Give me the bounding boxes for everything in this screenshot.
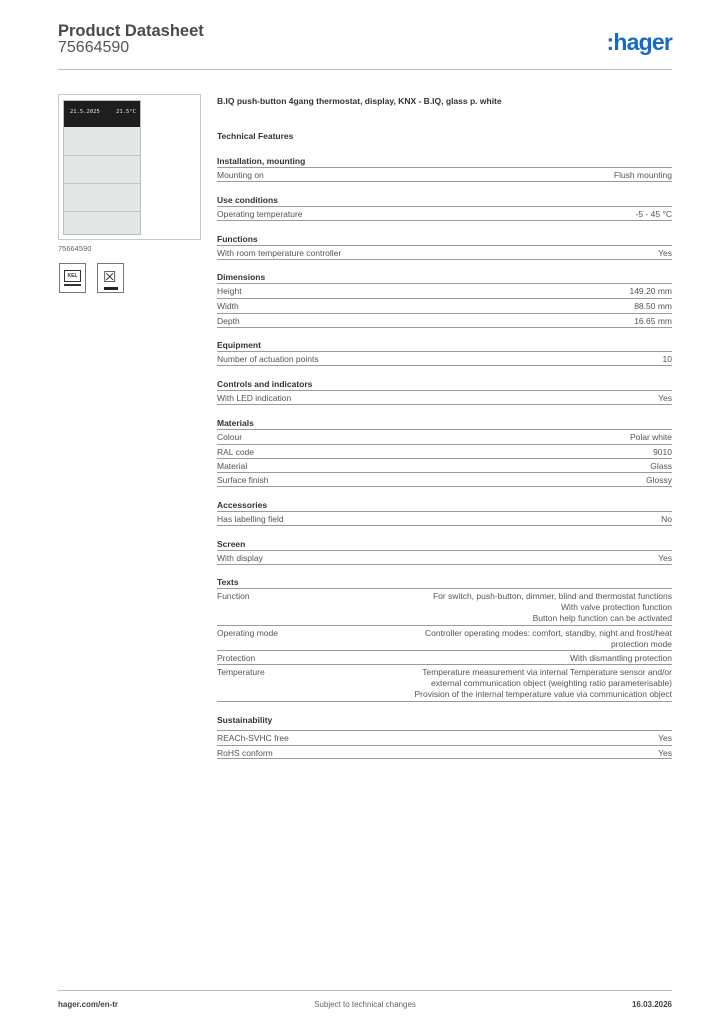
spec-value: Yes bbox=[658, 733, 672, 743]
section-title-installation: Installation, mounting bbox=[217, 156, 306, 166]
spec-label: Operating temperature bbox=[217, 209, 303, 219]
spec-label: Function bbox=[217, 591, 250, 601]
spec-value: 10 bbox=[662, 354, 672, 364]
product-name: B.IQ push-button 4gang thermostat, display, KNX - B.IQ, glass p. white bbox=[217, 96, 502, 106]
spec-value-line: Button help function can be activated bbox=[532, 613, 672, 623]
spec-row bbox=[217, 664, 672, 702]
image-caption: 75664590 bbox=[58, 244, 92, 253]
spec-value-line: For switch, push-button, dimmer, blind and thermostat functions bbox=[432, 591, 672, 601]
button-divider bbox=[64, 183, 140, 184]
footer-disclaimer: Subject to technical changes bbox=[314, 1000, 416, 1009]
spec-value-line: Provision of the internal temperature value via communication object bbox=[414, 689, 672, 699]
spec-label: With LED indication bbox=[217, 393, 292, 403]
spec-row bbox=[217, 458, 672, 472]
document-number: 75664590 bbox=[58, 39, 130, 56]
section-title-equipment: Equipment bbox=[217, 340, 261, 350]
device-illustration bbox=[63, 100, 141, 235]
spec-label: Mounting on bbox=[217, 170, 264, 180]
section-title-use-conditions: Use conditions bbox=[217, 195, 278, 205]
spec-row bbox=[217, 650, 672, 664]
spec-value-line: external communication object (weighting ratio parameterisable) bbox=[431, 678, 672, 688]
spec-value-line: Temperature measurement via internal Temperature sensor and/or bbox=[422, 667, 672, 677]
spec-label: Operating mode bbox=[217, 628, 278, 638]
spec-label: RAL code bbox=[217, 447, 255, 457]
spec-label: Colour bbox=[217, 432, 243, 442]
spec-row bbox=[217, 390, 672, 405]
spec-value: Yes bbox=[658, 393, 672, 403]
spec-value: No bbox=[661, 514, 672, 524]
spec-value bbox=[415, 667, 673, 700]
spec-label: Temperature bbox=[217, 667, 265, 677]
spec-label: Protection bbox=[217, 653, 256, 663]
spec-value: Polar white bbox=[629, 432, 672, 442]
spec-value: Glossy bbox=[646, 475, 672, 485]
spec-value: 9010 bbox=[653, 447, 672, 457]
spec-row bbox=[217, 283, 672, 298]
spec-value-line: With valve protection function bbox=[560, 602, 672, 612]
spec-row bbox=[217, 550, 672, 565]
spec-label: Depth bbox=[217, 316, 240, 326]
spec-value: -5 - 45 °C bbox=[635, 209, 672, 219]
spec-value-line: Controller operating modes: comfort, standby, night and frost/heat bbox=[425, 628, 672, 638]
hager-logo[interactable]: :hager bbox=[606, 29, 672, 55]
display-right-text: 21.5°C bbox=[116, 109, 136, 115]
section-title-dimensions: Dimensions bbox=[217, 272, 266, 282]
spec-row bbox=[217, 745, 672, 759]
section-title-texts: Texts bbox=[217, 577, 239, 587]
display-left-text: 21.5.2025 bbox=[70, 109, 100, 115]
spec-label: RoHS conform bbox=[217, 748, 273, 758]
spec-label: Height bbox=[217, 286, 242, 296]
spec-label: Material bbox=[217, 461, 248, 471]
section-title-sustainability: Sustainability bbox=[217, 715, 273, 725]
section-title-materials: Materials bbox=[217, 418, 254, 428]
spec-value: Glass bbox=[650, 461, 672, 471]
footer-website-link[interactable]: hager.com/en-tr bbox=[58, 1000, 119, 1009]
spec-value bbox=[425, 628, 672, 650]
footer-date: 16.03.2026 bbox=[631, 1000, 672, 1009]
spec-row bbox=[217, 511, 672, 526]
spec-label: Surface finish bbox=[217, 475, 269, 485]
button-divider bbox=[64, 211, 140, 212]
kel-certification-icon: KEL bbox=[59, 263, 86, 293]
section-title-functions: Functions bbox=[217, 234, 258, 244]
button-divider bbox=[64, 155, 140, 156]
page-header bbox=[58, 20, 672, 70]
spec-label: REACh-SVHC free bbox=[217, 733, 289, 743]
spec-value: Flush mounting bbox=[613, 170, 672, 180]
spec-label: Width bbox=[217, 301, 239, 311]
spec-value: Yes bbox=[658, 248, 672, 258]
document-title: Product Datasheet bbox=[58, 22, 204, 40]
spec-value-line: With dismantling protection bbox=[569, 653, 672, 663]
technical-features-heading: Technical Features bbox=[217, 131, 294, 141]
spec-label: With room temperature controller bbox=[217, 248, 342, 258]
weee-bin-icon: ☒ bbox=[97, 263, 124, 293]
section-title-screen: Screen bbox=[217, 539, 246, 549]
spec-row bbox=[217, 245, 672, 260]
spec-row bbox=[217, 444, 672, 458]
spec-row bbox=[217, 429, 672, 444]
spec-value: Yes bbox=[658, 748, 672, 758]
spec-row bbox=[217, 167, 672, 182]
spec-label: With display bbox=[217, 553, 263, 563]
spec-label: Has labelling field bbox=[217, 514, 284, 524]
spec-value bbox=[570, 653, 672, 664]
spec-row bbox=[217, 472, 672, 487]
spec-value-line: protection mode bbox=[611, 639, 672, 649]
section-title-controls: Controls and indicators bbox=[217, 379, 313, 389]
spec-row bbox=[217, 313, 672, 328]
page-footer bbox=[58, 990, 672, 1020]
section-title-accessories: Accessories bbox=[217, 500, 268, 510]
device-display bbox=[64, 101, 140, 127]
spec-value: 16.65 mm bbox=[634, 316, 672, 326]
spec-row bbox=[217, 351, 672, 366]
product-image bbox=[58, 94, 201, 240]
spec-row bbox=[217, 625, 672, 650]
spec-row bbox=[217, 588, 672, 625]
spec-value: 149.20 mm bbox=[629, 286, 672, 296]
spec-row bbox=[217, 298, 672, 313]
spec-value: Yes bbox=[658, 553, 672, 563]
spec-row bbox=[217, 206, 672, 221]
spec-value: 88.50 mm bbox=[634, 301, 672, 311]
spec-label: Number of actuation points bbox=[217, 354, 319, 364]
spec-row bbox=[217, 730, 672, 745]
spec-value bbox=[433, 591, 672, 624]
